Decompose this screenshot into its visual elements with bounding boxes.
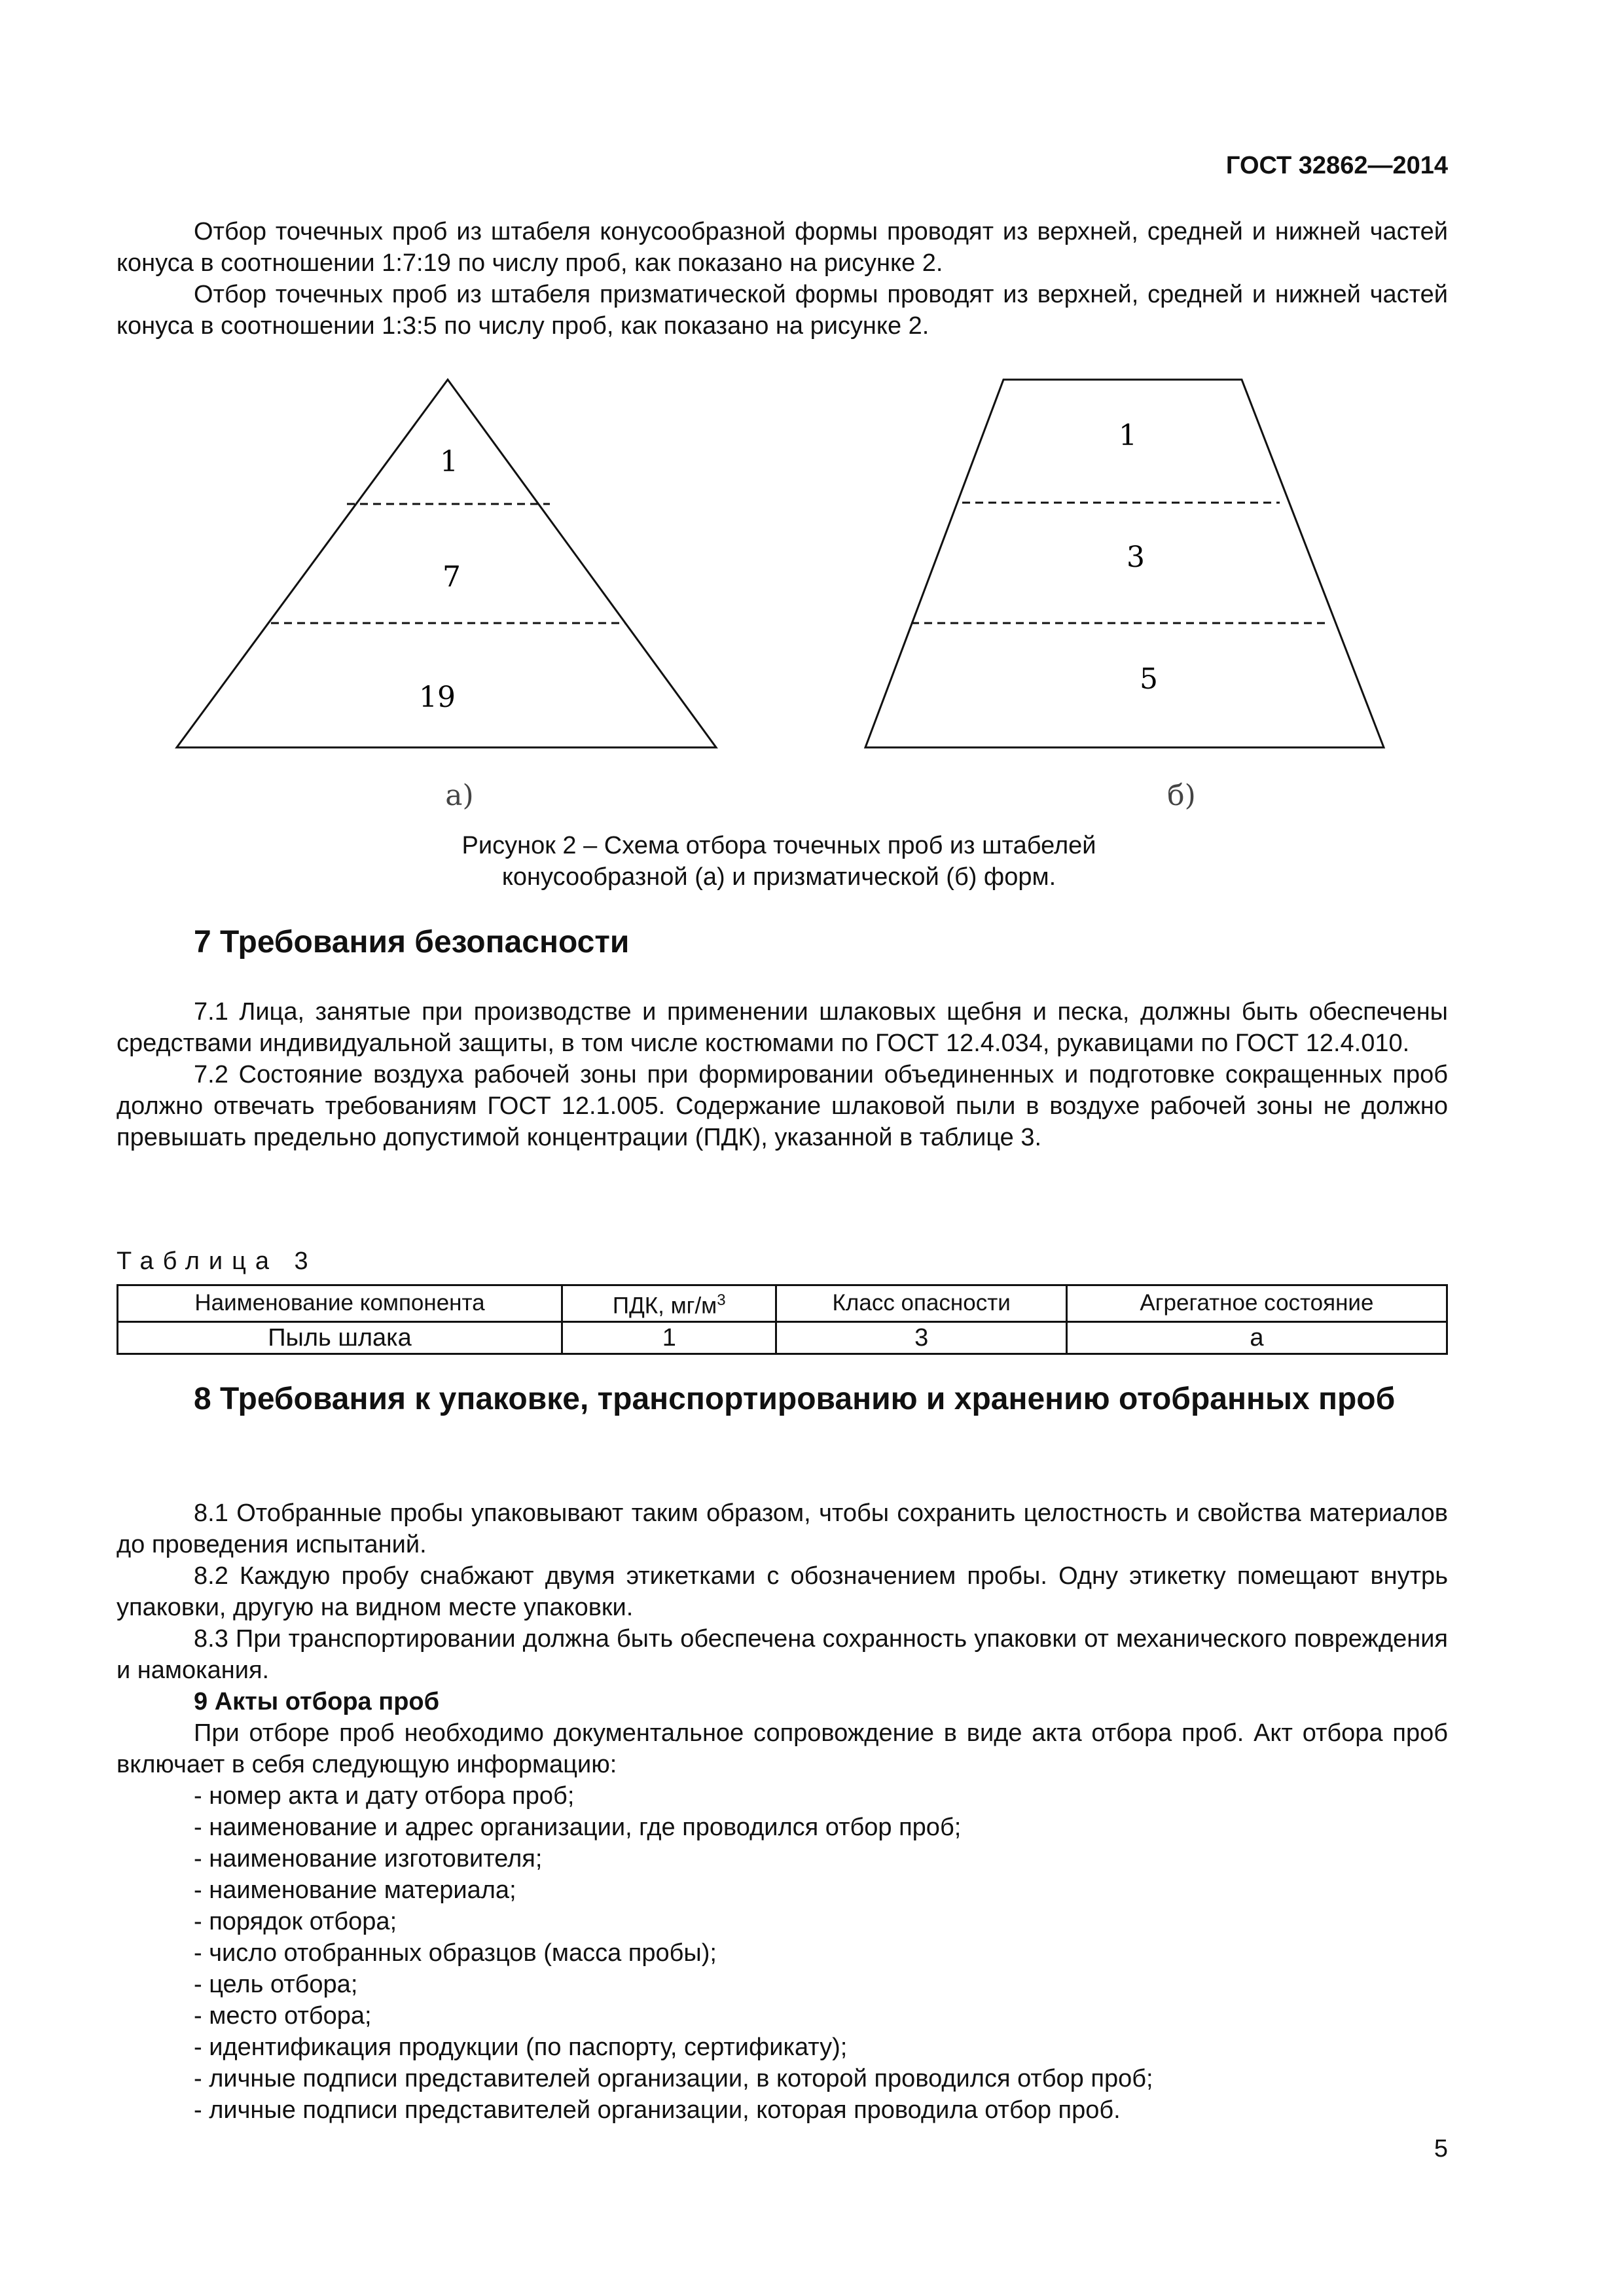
section-7-paragraph-1: 7.1 Лица, занятые при производстве и применении шлаковых щебня и песка, должны быть обеспечены средствами индивидуальной защиты, в том числе костюмами по ГОСТ 12.4.034, рукавицами по ГОСТ 12.4.010.: [117, 998, 1448, 1057]
prism-label-middle: 3: [1127, 541, 1145, 574]
intro-paragraph-2: Отбор точечных проб из штабеля призматической формы проводят из верхней, средней и нижней частей конуса в соотношении 1:3:5 по числу проб, как показано на рисунке 2.: [117, 281, 1448, 340]
figure-caption-line-1: Рисунок 2 – Схема отбора точечных проб из штабелей: [461, 832, 1096, 859]
list-item: - порядок отбора;: [194, 1908, 397, 1935]
intro-paragraph-1: Отбор точечных проб из штабеля конусообразной формы проводят из верхней, средней и нижней частей конуса в соотношении 1:7:19 по числу проб, как показано на рисунке 2.: [117, 218, 1448, 277]
table-header-cell: Агрегатное состояние: [1066, 1285, 1447, 1322]
section-8-paragraph-2: 8.2 Каждую пробу снабжают двумя этикетками с обозначением пробы. Одну этикетку помещают внутрь упаковки, другую на видном месте упаковки.: [117, 1562, 1448, 1621]
table-header-row: [118, 1285, 1447, 1322]
table-header-cell: Наименование компонента: [118, 1285, 562, 1322]
section-7-title: 7 Требования безопасности: [194, 925, 630, 960]
table-3-label: Таблица 3: [117, 1247, 317, 1275]
section-8-paragraph-3: 8.3 При транспортировании должна быть обеспечена сохранность упаковки от механического повреждения и намокания.: [117, 1625, 1448, 1684]
page-number: 5: [1434, 2135, 1448, 2162]
list-item: - наименование изготовителя;: [194, 1845, 543, 1873]
list-item: - место отбора;: [194, 2002, 372, 2030]
table-cell: а: [1066, 1321, 1447, 1354]
list-item: - наименование и адрес организации, где проводился отбор проб;: [194, 1814, 962, 1841]
cone-label-middle: 7: [442, 560, 461, 594]
cone-label-bottom: 19: [419, 681, 456, 714]
figure-caption-line-2: конусообразной (а) и призматической (б) форм.: [501, 863, 1056, 891]
document-header: ГОСТ 32862—2014: [1225, 152, 1448, 179]
table-cell: 1: [562, 1321, 776, 1354]
section-8-title: 8 Требования к упаковке, транспортированию и хранению отобранных проб: [194, 1382, 1396, 1416]
section-9-title: 9 Акты отбора проб: [194, 1688, 440, 1715]
figure-caption: [327, 830, 1231, 893]
list-item: - номер акта и дату отбора проб;: [194, 1782, 575, 1810]
section-9-intro: При отборе проб необходимо документальное сопровождение в виде акта отбора проб. Акт отбора проб включает в себя следующую информацию:: [117, 1719, 1448, 1778]
list-item: - цель отбора;: [194, 1971, 358, 1998]
superscript: 3: [717, 1291, 726, 1309]
list-item: - наименование материала;: [194, 1876, 516, 1904]
table-3: [117, 1284, 1448, 1355]
table-header-text: ПДК, мг/м: [612, 1293, 717, 1319]
list-item: - число отобранных образцов (масса пробы);: [194, 1939, 717, 1967]
section-9-list: [117, 1780, 1448, 2126]
table-cell: 3: [776, 1321, 1066, 1354]
section-7-paragraph-2: 7.2 Состояние воздуха рабочей зоны при формировании объединенных и подготовке сокращенных проб должно отвечать требованиям ГОСТ 12.1.005. Содержание шлаковой пыли в воздухе рабочей зоны не должно превышать предельно допустимой концентрации (ПДК), указанной в таблице 3.: [117, 1061, 1448, 1151]
figure-2-drawing: [0, 353, 1624, 825]
table-row: [118, 1321, 1447, 1354]
list-item: - личные подписи представителей организации, в которой проводился отбор проб;: [194, 2065, 1153, 2092]
table-header-cell: [562, 1285, 776, 1322]
table-cell: Пыль шлака: [118, 1321, 562, 1354]
section-7-body: [117, 996, 1448, 1153]
section-8-body: [117, 1498, 1448, 2126]
table-header-cell: Класс опасности: [776, 1285, 1066, 1322]
section-8-paragraph-1: 8.1 Отобранные пробы упаковывают таким образом, чтобы сохранить целостность и свойства материалов до проведения испытаний.: [117, 1499, 1448, 1558]
intro-block: [117, 216, 1448, 342]
list-item: - идентификация продукции (по паспорту, сертификату);: [194, 2034, 848, 2061]
prism-sublabel: б): [1167, 779, 1196, 812]
prism-label-top: 1: [1119, 419, 1137, 452]
cone-sublabel: а): [445, 779, 474, 812]
figure-2: [0, 353, 1624, 825]
cone-label-top: 1: [440, 445, 458, 478]
prism-label-bottom: 5: [1140, 662, 1158, 696]
list-item: - личные подписи представителей организации, которая проводила отбор проб.: [194, 2096, 1121, 2124]
